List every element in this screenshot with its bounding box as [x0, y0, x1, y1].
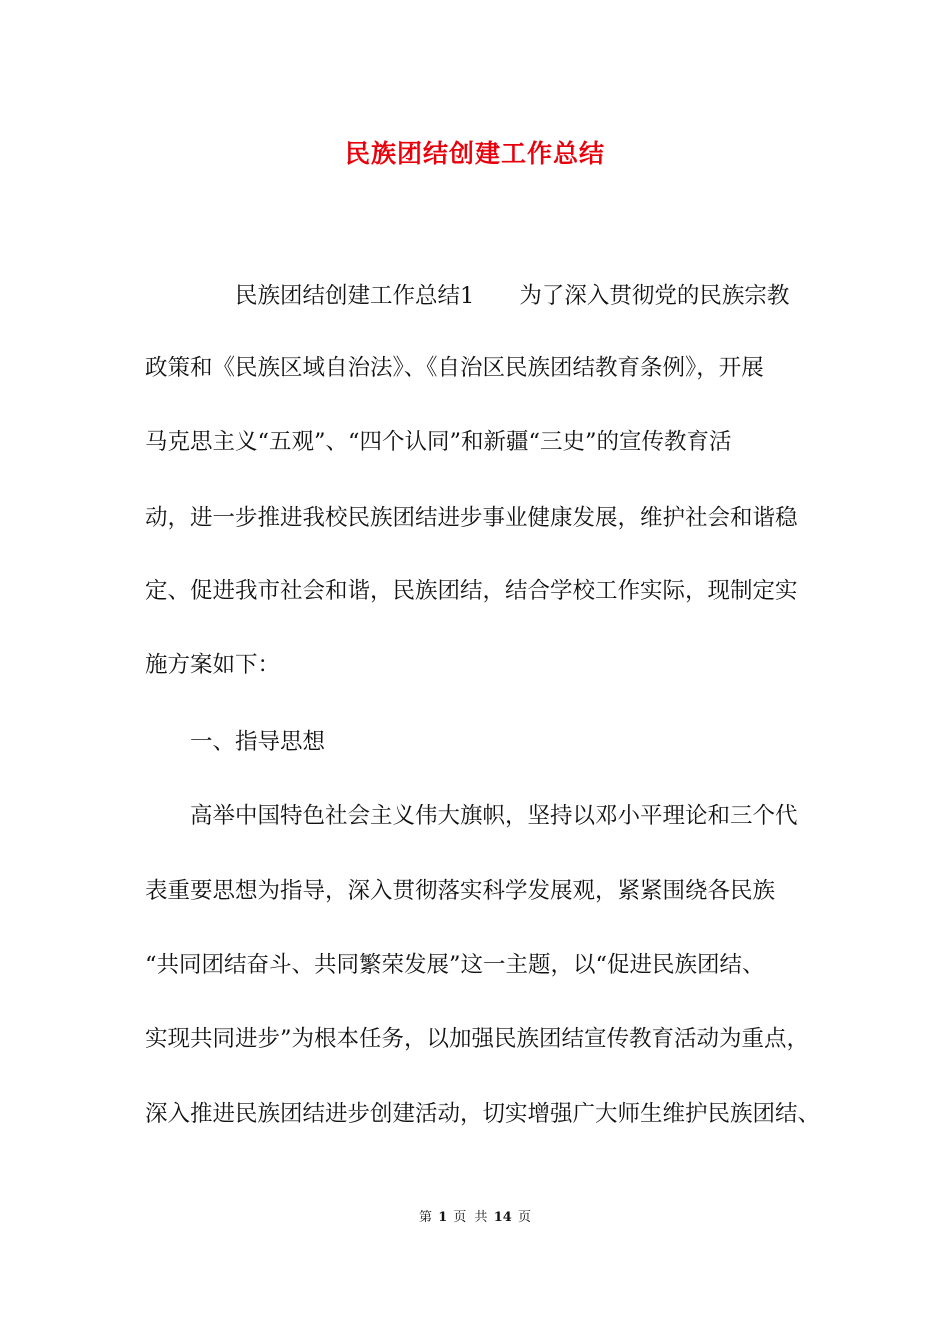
paragraph-line: 表重要思想为指导，深入贯彻落实科学发展观，紧紧围绕各民族 [145, 878, 776, 904]
page-footer [0, 1209, 950, 1227]
paragraph-line: “共同团结奋斗、共同繁荣发展”这一主题，以“促进民族团结、 [145, 952, 765, 978]
section-heading: 一、指导思想 [190, 729, 326, 755]
paragraph-line: 民族团结创建工作总结1 为了深入贯彻党的民族宗教 [235, 283, 790, 309]
paragraph-line: 高举中国特色社会主义伟大旗帜，坚持以邓小平理论和三个代 [190, 803, 798, 829]
paragraph-line: 施方案如下： [145, 652, 281, 678]
current-page-number: 1 [438, 1210, 448, 1225]
footer-page-label: 页 [453, 1210, 467, 1225]
paragraph-line: 深入推进民族团结进步创建活动，切实增强广大师生维护民族团结、 [145, 1101, 821, 1127]
document-title: 民族团结创建工作总结 [344, 139, 605, 168]
paragraph-line: 政策和《民族区域自治法》、《自治区民族团结教育条例》，开展 [145, 355, 764, 381]
paragraph-line: 定、促进我市社会和谐，民族团结，结合学校工作实际，现制定实 [145, 578, 798, 604]
paragraph-line: 实现共同进步”为根本任务，以加强民族团结宣传教育活动为重点， [145, 1026, 810, 1052]
footer-total-label: 共 [474, 1210, 488, 1225]
paragraph-line: 马克思主义“五观”、“四个认同”和新疆“三史”的宣传教育活 [145, 429, 732, 455]
footer-suffix: 页 [517, 1210, 531, 1225]
footer-prefix: 第 [419, 1210, 433, 1225]
total-pages-number: 14 [493, 1210, 512, 1225]
paragraph-line: 动，进一步推进我校民族团结进步事业健康发展，维护社会和谐稳 [145, 505, 798, 531]
